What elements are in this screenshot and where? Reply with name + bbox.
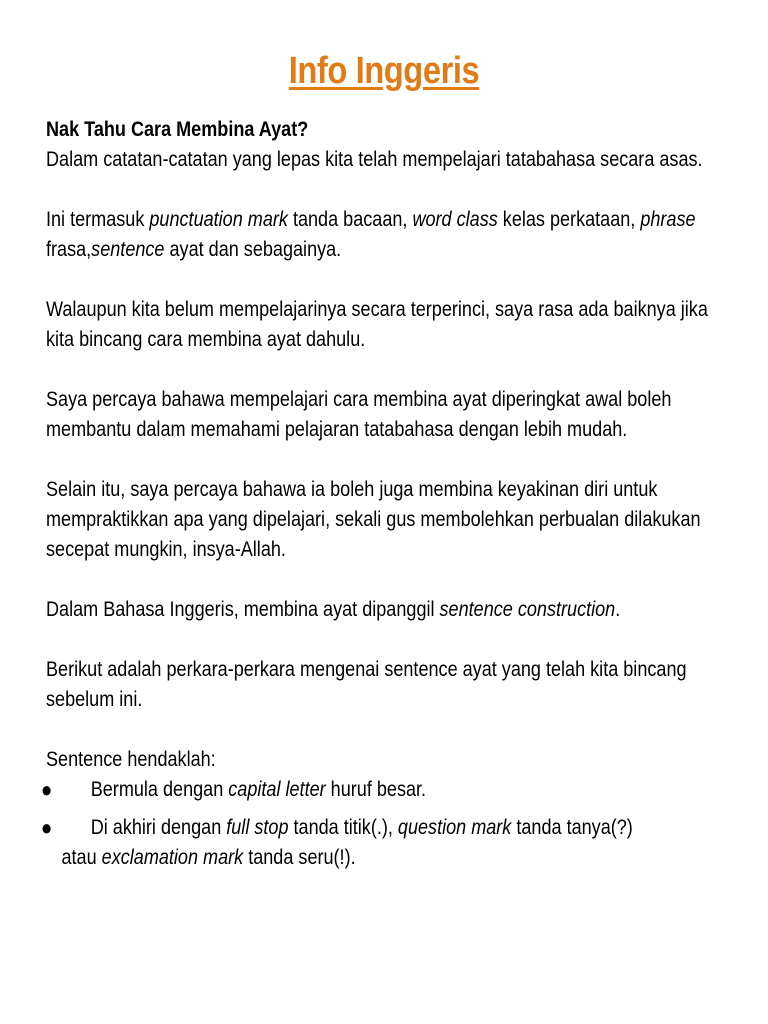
text-span: tanda seru(!). <box>243 846 356 869</box>
term-sentence: sentence <box>91 238 165 261</box>
term-word-class: word class <box>412 208 498 231</box>
text-span: huruf besar. <box>325 778 427 801</box>
section-heading: Nak Tahu Cara Membina Ayat? <box>46 118 309 141</box>
paragraph-5: Selain itu, saya percaya bahawa ia boleh juga membina keyakinan diri untuk mempraktikkan apa yang dipelajari, sekali gus membolehkan perbualan dilakukan secepat mungkin, insya-Allah. <box>46 478 701 561</box>
paragraph-4: Saya percaya bahawa mempelajari cara membina ayat diperingkat awal boleh membantu dalam memahami pelajaran tatabahasa dengan lebih mudah. <box>46 388 672 441</box>
list-item-continuation <box>61 843 725 873</box>
text-span: Di akhiri dengan <box>90 816 227 839</box>
text-span: Bermula dengan <box>90 778 229 801</box>
term-punctuation-mark: punctuation mark <box>149 208 288 231</box>
text-span: tanda tanya(?) <box>511 816 633 839</box>
intro-paragraph <box>46 115 725 175</box>
term-exclamation-mark: exclamation mark <box>101 846 244 869</box>
term-sentence-construction: sentence construction <box>439 598 616 621</box>
paragraph-2 <box>46 205 725 265</box>
list-item <box>40 775 725 805</box>
spacer <box>46 175 725 205</box>
paragraph-3: Walaupun kita belum mempelajarinya secara terperinci, saya rasa ada baiknya jika kita bincang cara membina ayat dahulu. <box>46 298 708 351</box>
text-span: tanda bacaan, <box>287 208 413 231</box>
paragraph-7: Berikut adalah perkara-perkara mengenai sentence ayat yang telah kita bincang sebelum ini. <box>46 658 687 711</box>
text-span: ayat dan sebagainya. <box>164 238 342 261</box>
text-span: . <box>615 598 621 621</box>
term-capital-letter: capital letter <box>228 778 326 801</box>
term-phrase: phrase <box>640 208 696 231</box>
text-span: Ini termasuk <box>46 208 150 231</box>
paragraph-1: Dalam catatan-catatan yang lepas kita telah mempelajari tatabahasa secara asas. <box>46 148 703 171</box>
article-body <box>40 115 725 881</box>
paragraph-6 <box>46 595 725 625</box>
text-span: tanda titik(.), <box>288 816 398 839</box>
bullet-icon: ● <box>40 815 53 840</box>
paragraph-8: Sentence hendaklah: <box>46 748 216 771</box>
rules-list <box>40 775 725 873</box>
term-question-mark: question mark <box>397 816 512 839</box>
text-span: kelas perkataan, <box>497 208 641 231</box>
text-span: frasa, <box>46 238 92 261</box>
text-span: atau <box>61 846 102 869</box>
term-full-stop: full stop <box>226 816 289 839</box>
bullet-icon: ● <box>40 777 53 802</box>
page-title: Info Inggeris <box>288 50 480 92</box>
list-item <box>40 813 725 873</box>
text-span: Dalam Bahasa Inggeris, membina ayat dipanggil <box>46 598 440 621</box>
